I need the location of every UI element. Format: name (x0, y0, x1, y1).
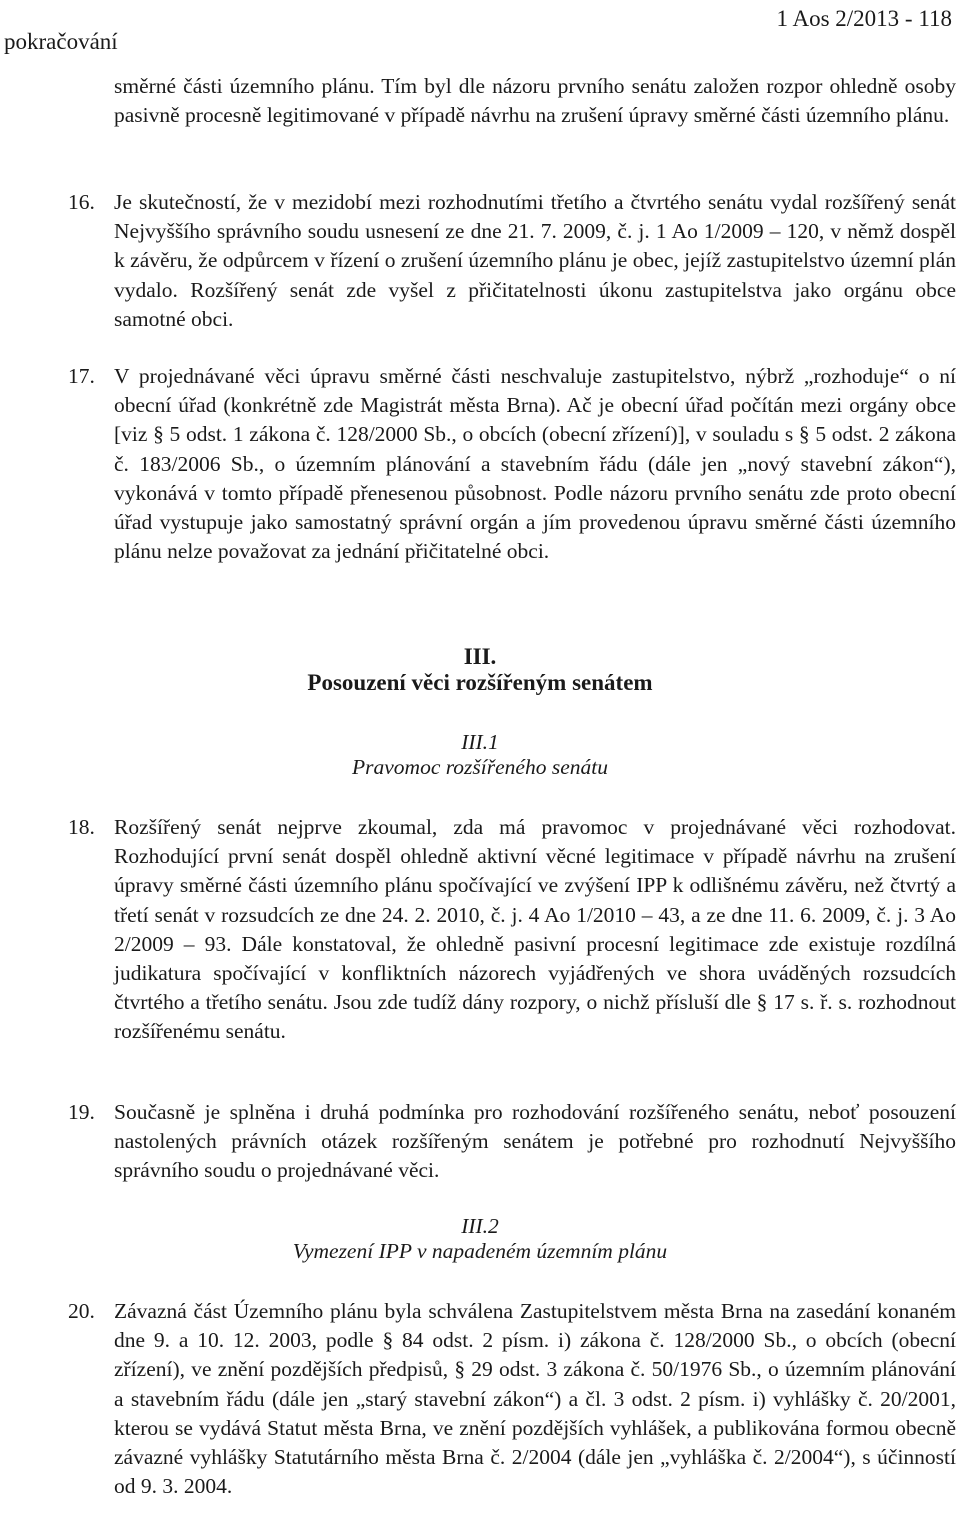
section-heading (0, 644, 960, 696)
paragraph-number: 20. (68, 1299, 95, 1323)
paragraph-continuation: směrné části územního plánu. Tím byl dle názoru prvního senátu založen rozpor ohledně osoby pasivně procesně legitimované v případě návrhu na zrušení úpravy směrné části územního plánu. (114, 74, 956, 128)
subsection-number: III.1 (461, 730, 499, 754)
paragraph-number: 19. (68, 1100, 95, 1124)
paragraph-text: V projednávané věci úpravu směrné části neschvaluje zastupitelstvo, nýbrž „rozhoduje“ o ní obecní úřad (konkrétně zde Magistrát města Brna). Ač je obecní úřad počítán mezi orgány obce [viz § 5 odst. 1 zákona č. 128/2000 Sb., o obcích (obecní zřízení)], v souladu s § 5 odst. 2 zákona č. 183/2006 Sb., o územním plánování a stavebním řádu (dále jen „nový stavební zákon“), vykonává v tomto případě přenesenou působnost. Podle názoru prvního senátu zde proto obecní úřad vystupuje jako samostatný správní orgán a jím provedenou úpravu směrné části územního plánu nelze považovat za jednání přičitatelné obci. (114, 364, 956, 564)
subsection-title: Vymezení IPP v napadeném územním plánu (292, 1239, 668, 1263)
subsection-heading-1 (0, 730, 960, 780)
subsection-number: III.2 (461, 1214, 499, 1238)
page-header (0, 4, 960, 54)
subsection-title: Pravomoc rozšířeného senátu (352, 755, 608, 779)
paragraph-17 (68, 362, 956, 566)
paragraph-number: 16. (68, 190, 95, 214)
paragraph-19 (68, 1098, 956, 1186)
section-roman-numeral: III. (463, 644, 497, 669)
subsection-heading-2 (0, 1214, 960, 1264)
paragraph-text: Současně je splněna i druhá podmínka pro rozhodování rozšířeného senátu, neboť posouzení nastolených právních otázek rozšířeným senátem je potřebné pro rozhodnutí Nejvyššího správního soudu o projednávané věci. (114, 1100, 956, 1183)
paragraph-number: 18. (68, 815, 95, 839)
paragraph-text: Rozšířený senát nejprve zkoumal, zda má pravomoc v projednávané věci rozhodovat. Rozhodující první senát dospěl ohledně aktivní věcné legitimace v případě návrhu na zrušení úpravy směrné části územního plánu spočívající ve zvýšení IPP k odlišnému závěru, než čtvrtý a třetí senát v rozsudcích ze dne 24. 2. 2010, č. j. 4 Ao 1/2010 – 43, a ze dne 11. 6. 2009, č. j. 3 Ao 2/2009 – 93. Dále konstatoval, že ohledně pasivní procesní legitimace zde existuje rozdílná judikatura spočívající v konfliktních názorech vyjádřených ve shora uváděných rozsudcích čtvrtého a třetího senátu. Jsou zde tudíž dány rozpory, o nichž přísluší dle § 17 s. ř. s. rozhodnout rozšířenému senátu. (114, 815, 956, 1044)
header-continuation-label: pokračování (4, 29, 118, 54)
header-case-number: 1 Aos 2/2013 - 118 (776, 6, 952, 31)
paragraph-text: Závazná část Územního plánu byla schválena Zastupitelstvem města Brna na zasedání konaném dne 9. a 10. 12. 2003, podle § 84 odst. 2 písm. i) zákona č. 128/2000 Sb., o obcích (obecní zřízení), ve znění pozdějších předpisů, § 29 odst. 3 zákona č. 50/1976 Sb., o územním plánování a stavebním řádu (dále jen „starý stavební zákon“) a čl. 3 odst. 2 písm. i) vyhlášky č. 20/2001, kterou se vydává Statut města Brna, ve znění pozdějších vyhlášek, a publikována formou obecně závazné vyhlášky Statutárního města Brna č. 2/2004 (dále jen „vyhláška č. 2/2004“), s účinností od 9. 3. 2004. (114, 1299, 956, 1499)
paragraph-18 (68, 813, 956, 1047)
paragraph-text: Je skutečností, že v mezidobí mezi rozhodnutími třetího a čtvrtého senátu vydal rozšířený senát Nejvyššího správního soudu usnesení ze dne 21. 7. 2009, č. j. 1 Ao 1/2009 – 120, v němž dospěl k závěru, že odpůrcem v řízení o zrušení územního plánu je obec, jejíž zastupitelstvo územní plán vydalo. Rozšířený senát zde vyšel z přičitatelnosti úkonu zastupitelstva jako orgánu obce samotné obci. (114, 190, 956, 331)
paragraph-20 (68, 1297, 956, 1501)
paragraph-16 (68, 188, 956, 334)
section-title: Posouzení věci rozšířeným senátem (307, 670, 653, 695)
paragraph-number: 17. (68, 364, 95, 388)
